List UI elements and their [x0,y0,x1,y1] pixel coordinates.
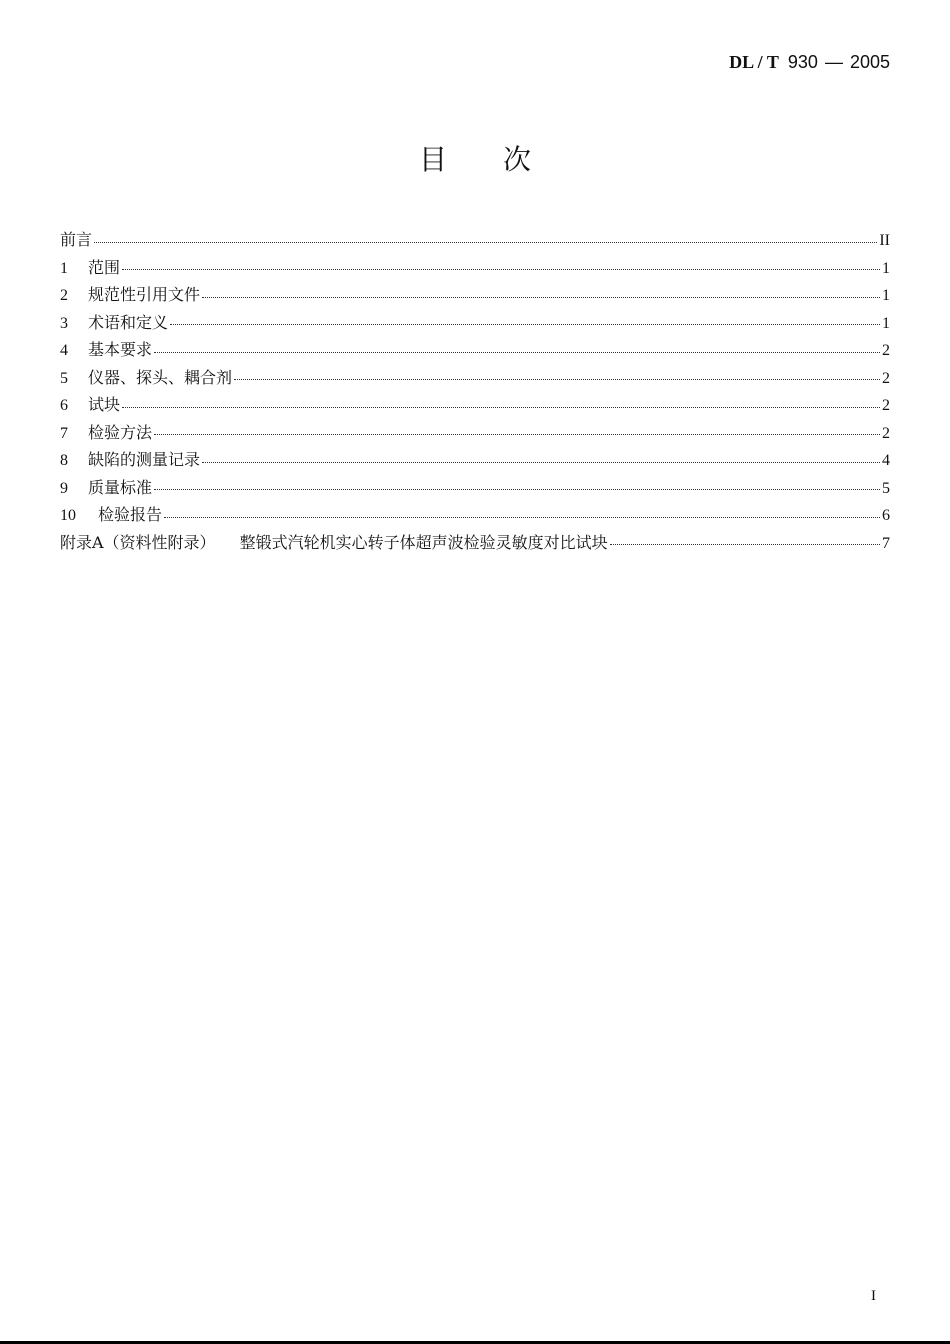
toc-entry-10[interactable] [60,501,890,529]
toc-dot-leader [94,242,877,243]
toc-dot-leader [154,352,880,353]
toc-entry-label: 质量标准 [88,477,153,497]
toc-entry-6[interactable] [60,391,890,419]
toc-entry-number: 7 [60,424,68,442]
toc-entry-page: 2 [882,397,890,414]
toc-entry-2[interactable] [60,281,890,309]
toc-entry-label: 检验方法 [88,422,153,442]
appendix-title: 整锻式汽轮机实心转子体超声波检验灵敏度对比试块 [239,532,608,552]
standard-dash: — [824,52,843,72]
toc-entry-5[interactable] [60,364,890,392]
toc-entry-number: 6 [60,397,68,414]
toc-entry-label: 仪器、探头、耦合剂 [88,367,233,387]
toc-dot-leader [202,462,880,463]
toc-title: 目次 [418,143,587,176]
toc-entry-label: 范围 [88,257,121,277]
toc-entry-number: 1 [60,259,68,277]
toc-entry-label: 试块 [88,395,121,414]
toc-entry-label: 缺陷的测量记录 [88,450,201,469]
toc-entry-page: 5 [882,479,890,497]
standard-prefix: DL / T [729,52,779,72]
toc-dot-leader [122,407,880,408]
toc-entry-number: 10 [60,507,76,524]
toc-dot-leader [154,434,880,435]
toc-entry-appendix-a[interactable] [60,529,890,557]
appendix-label: 附录A（资料性附录） [60,532,216,552]
toc-dot-leader [170,324,880,325]
toc-entry-page: 6 [882,507,890,524]
toc-dot-leader [154,489,880,490]
toc-entry-1[interactable] [60,254,890,282]
toc-entry-label: 基本要求 [88,340,153,359]
toc-entry-label: 术语和定义 [88,312,169,332]
toc-entry-4[interactable] [60,336,890,364]
toc-entry-3[interactable] [60,309,890,337]
toc-dot-leader [610,544,880,545]
toc-entry-page: 1 [882,287,890,304]
toc-entry-page: 2 [882,342,890,359]
toc-entry-number: 5 [60,369,68,387]
standard-year: 2005 [849,52,890,72]
toc-entry-number: 4 [60,342,68,359]
toc-dot-leader [202,297,880,298]
toc-entry-label [60,529,608,557]
toc-dot-leader [164,517,880,518]
toc-entry-label: 检验报告 [98,505,163,524]
standard-code [729,52,890,73]
table-of-contents [60,226,890,556]
toc-entry-page: 7 [882,534,890,552]
toc-entry-number: 3 [60,314,68,332]
toc-dot-leader [234,379,880,380]
page-number: I [871,1288,876,1304]
toc-entry-page: 2 [882,424,890,442]
toc-entry-page: 4 [882,452,890,469]
toc-entry-label: 规范性引用文件 [88,285,201,304]
toc-entry-8[interactable] [60,446,890,474]
toc-entry-number: 2 [60,287,68,304]
toc-entry-7[interactable] [60,419,890,447]
toc-entry-number: 8 [60,452,68,469]
toc-entry-label: 前言 [60,230,93,249]
toc-entry-page: 2 [882,369,890,387]
toc-entry-number: 9 [60,479,68,497]
standard-number: 930 [787,52,818,72]
toc-entry-page: 1 [882,259,890,277]
toc-entry-page: II [879,232,890,249]
toc-dot-leader [122,269,880,270]
toc-entry-page: 1 [882,314,890,332]
toc-entry-9[interactable] [60,474,890,502]
toc-entry-foreword[interactable] [60,226,890,254]
